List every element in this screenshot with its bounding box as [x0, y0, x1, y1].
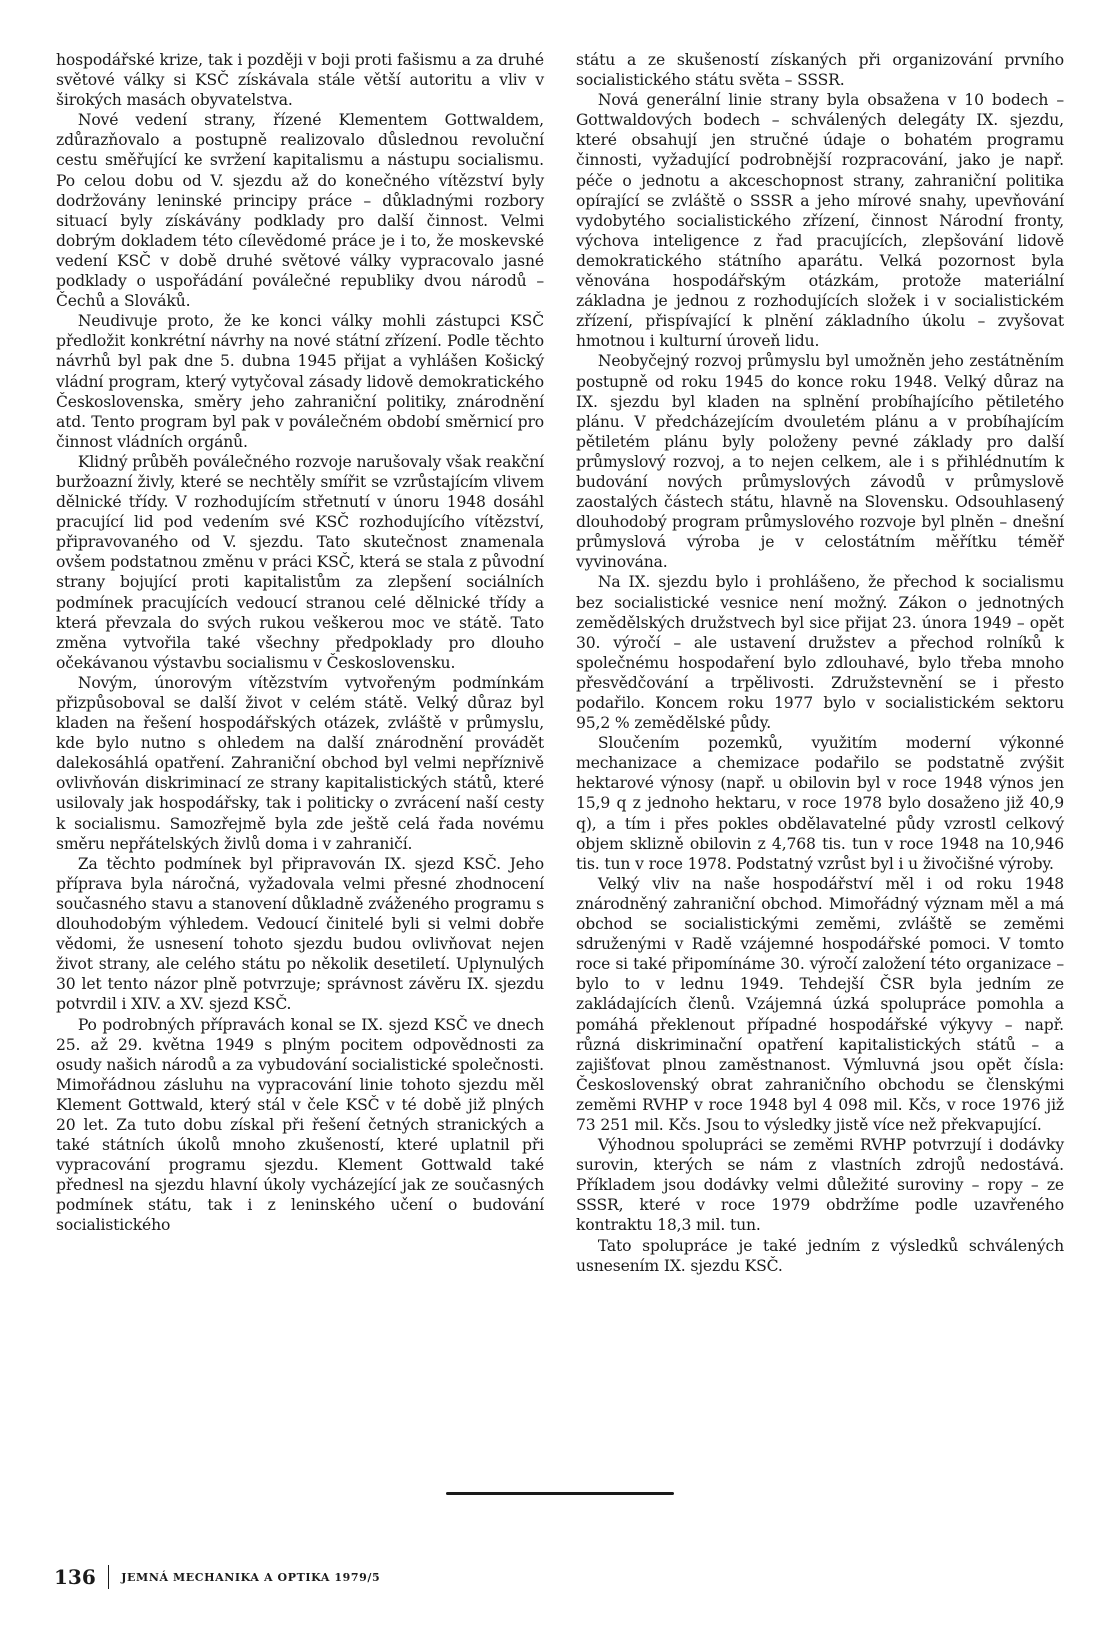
paragraph: Neudivuje proto, že ke konci války mohli zástupci KSČ předložit konkrétní návrhy na nové státní zřízení. Podle těchto návrhů byl pak dne 5. dubna 1945 přijat a vyhlášen Košický vládní program, který vytyčoval zásady lidově demokratického Československa, směry jeho zahraniční politiky, znárodnění atd. Tento program byl pak v poválečném období směrnicí pro činnost vládních orgánů. [56, 312, 544, 451]
paragraph: Sloučením pozemků, využitím moderní výkonné mechanizace a chemizace podařilo se podstatně zvýšit hektarové výnosy (např. u obilovin byl v roce 1948 výnos jen 15,9 q z jednoho hektaru, v roce 1978 bylo dosaženo již 40,9 q), a tím i přes pokles obdělavatelné půdy vzrostl celkový objem sklizně obilovin z 4,768 tis. tun v roce 1948 na 10,946 tis. tun v roce 1978. Podstatný vzrůst byl i u živočišné výroby. [576, 734, 1064, 873]
left-column [56, 50, 544, 1236]
paragraph: Velký vliv na naše hospodářství měl i od roku 1948 znárodněný zahraniční obchod. Mimořádný význam měl a má obchod se socialistickými zeměmi, zvláště se zeměmi sdruženými v Radě vzájemné hospodářské pomoci. V tomto roce si také připomínáme 30. výročí založení této organizace – bylo to v lednu 1949. Tehdejší ČSR byla jedním ze zakládajících členů. Vzájemná úzká spolupráce pomohla a pomáhá překlenout případné hospodářské výkyvy – např. různá diskriminační opatření kapitalistických států – a zajišťovat plnou zaměstnanost. Výmluvná jsou opět čísla: Československý obrat zahraničního obchodu se členskými zeměmi RVHP v roce 1948 byl 4 098 mil. Kčs, v roce 1976 již 73 251 mil. Kčs. Jsou to výsledky jistě více než překvapující. [576, 874, 1064, 1134]
paragraph: Tato spolupráce je také jedním z výsledků schválených usnesením IX. sjezdu KSČ. [576, 1236, 1064, 1275]
paragraph: státu a ze skušeností získaných při organizování prvního socialistického státu světa – SSSR. [576, 51, 1064, 90]
journal-title: JEMNÁ MECHANIKA A OPTIKA 1979/5 [121, 1570, 381, 1584]
paragraph: Za těchto podmínek byl připravován IX. sjezd KSČ. Jeho příprava byla náročná, vyžadovala velmi přesné zhodnocení současného stavu a stanovení důkladně zváženého programu s dlouhodobým výhledem. Vedoucí činitelé byli si velmi dobře vědomi, že usnesení tohoto sjezdu budou ovlivňovat nejen život strany, ale celého státu po několik desetiletí. Uplynulých 30 let tento názor plně potvrzuje; správnost závěru IX. sjezdu potvrdil i XIV. a XV. sjezd KSČ. [56, 854, 544, 1014]
paragraph: hospodářské krize, tak i později v boji proti fašismu a za druhé světové války si KSČ získávala stále větší autoritu a vliv v širokých masách obyvatelstva. [56, 51, 544, 110]
right-column [576, 50, 1064, 1276]
paragraph: Klidný průběh poválečného rozvoje narušovaly však reakční buržoazní živly, které se nechtěly smířit se vzrůstajícím vlivem dělnické třídy. V rozhodujícím střetnutí v únoru 1948 dosáhl pracující lid pod vedením své KSČ rozhodujícího vítězství, připravovaného od V. sjezdu. Tato skutečnost znamenala ovšem podstatnou změnu v práci KSČ, která se stala z původní strany bojující proti kapitalistům za zlepšení sociálních podmínek pracujících vedoucí stranou celé dělnické třídy a která převzala do svých rukou veškerou moc ve státě. Tato změna vytvořila také všechny předpoklady pro dlouho očekávanou výstavbu socialismu v Československu. [56, 452, 544, 672]
paragraph: Výhodnou spolupráci se zeměmi RVHP potvrzují i dodávky surovin, kterých se nám z vlastních zdrojů nedostává. Příkladem jsou dodávky velmi důležité suroviny – ropy – ze SSSR, které v roce 1979 obdržíme podle uzavřeného kontraktu 18,3 mil. tun. [576, 1136, 1064, 1235]
paragraph: Neobyčejný rozvoj průmyslu byl umožněn jeho zestátněním postupně od roku 1945 do konce roku 1948. Velký důraz na IX. sjezdu byl kladen na splnění probíhajícího pětiletého plánu. V předcházejícím dvouletém plánu a v probíhajícím pětiletém plánu byly položeny pevné základy pro další průmyslový rozvoj, a to nejen celkem, ale i s přihlédnutím k budování nových průmyslových závodů v průmyslově zaostalých částech státu, hlavně na Slovensku. Odsouhlasený dlouhodobý program průmyslového rozvoje byl plněn – dnešní průmyslová výroba je v celostátním měřítku téměř vyvinována. [576, 352, 1064, 572]
paragraph: Novým, únorovým vítězstvím vytvořeným podmínkám přizpůsoboval se další život v celém státě. Velký důraz byl kladen na řešení hospodářských otázek, zvláště v průmyslu, kde bylo nutno s ohledem na další znárodnění provádět dalekosáhlá opatření. Zahraniční obchod byl velmi nepříznivě ovlivňován diskriminací ze strany kapitalistických států, které usilovaly jak hospodářsky, tak i politicky o zvrácení naší cesty k socialismu. Samozřejmě byla zde ještě celá řada novému směru nepřátelských živlů doma i v zahraničí. [56, 673, 544, 853]
paragraph: Nové vedení strany, řízené Klementem Gottwaldem, zdůrazňovalo a postupně realizovalo důslednou revoluční cestu směřující ke svržení kapitalismu a nástupu socialismu. Po celou dobu od V. sjezdu až do konečného vítězství byly dodržovány leninské principy práce – důkladnými rozbory situací byly získávány podklady pro další činnost. Velmi dobrým dokladem této cílevědomé práce je i to, že moskevské vedení KSČ v době druhé světové války vypracovalo jasné podklady o uspořádání poválečné republiky dvou národů – Čechů a Slováků. [56, 111, 544, 311]
paragraph: Na IX. sjezdu bylo i prohlášeno, že přechod k socialismu bez socialistické vesnice není možný. Zákon o jednotných zemědělských družstvech byl sice přijat 23. února 1949 – opět 30. výročí – ale ustavení družstev a přechod rolníků k společnému hospodaření bylo zdlouhavé, bylo třeba mnoho přesvědčování a trpělivosti. Združstevnění se i přesto podařilo. Koncem roku 1977 bylo v socialistickém sektoru 95,2 % zemědělské půdy. [576, 573, 1064, 733]
paragraph: Po podrobných přípravách konal se IX. sjezd KSČ ve dnech 25. až 29. května 1949 s plným pocitem odpovědnosti za osudy našich národů a za vybudování socialistické společnosti. Mimořádnou zásluhu na vypracování linie tohoto sjezdu měl Klement Gottwald, který stál v čele KSČ v té době již plných 20 let. Za tuto dobu získal při řešení četných stranických a také státních úkolů mnoho zkušeností, které uplatnil při vypracování programu sjezdu. Klement Gottwald také přednesl na sjezdu hlavní úkoly vycházející jak ze současných podmínek státu, tak i z leninského učení o budování socialistického [56, 1015, 544, 1235]
section-divider [446, 1492, 674, 1495]
paragraph: Nová generální linie strany byla obsažena v 10 bodech – Gottwaldových bodech – schválených delegáty IX. sjezdu, které obsahují jen stručné údaje o bohatém programu činnosti, vyžadující podrobnější rozpracování, jako je např. péče o jednotu a akceschopnost strany, zahraniční politika opírající se zvláště o SSSR a jeho mírové snahy, upevňování vydobytého socialistického zřízení, činnost Národní fronty, výchova inteligence z řad pracujících, zlepšování lidově demokratického státního aparátu. Velká pozornost byla věnována hospodářským otázkám, protože materiální základna je jednou z rozhodujících složek i v socialistickém zřízení, přispívající k plnění základního úkolu – zvyšovat hmotnou i kulturní úroveň lidu. [576, 91, 1064, 351]
page-number: 136 [54, 1565, 96, 1589]
page-footer [54, 1564, 380, 1590]
footer-separator [108, 1565, 110, 1589]
